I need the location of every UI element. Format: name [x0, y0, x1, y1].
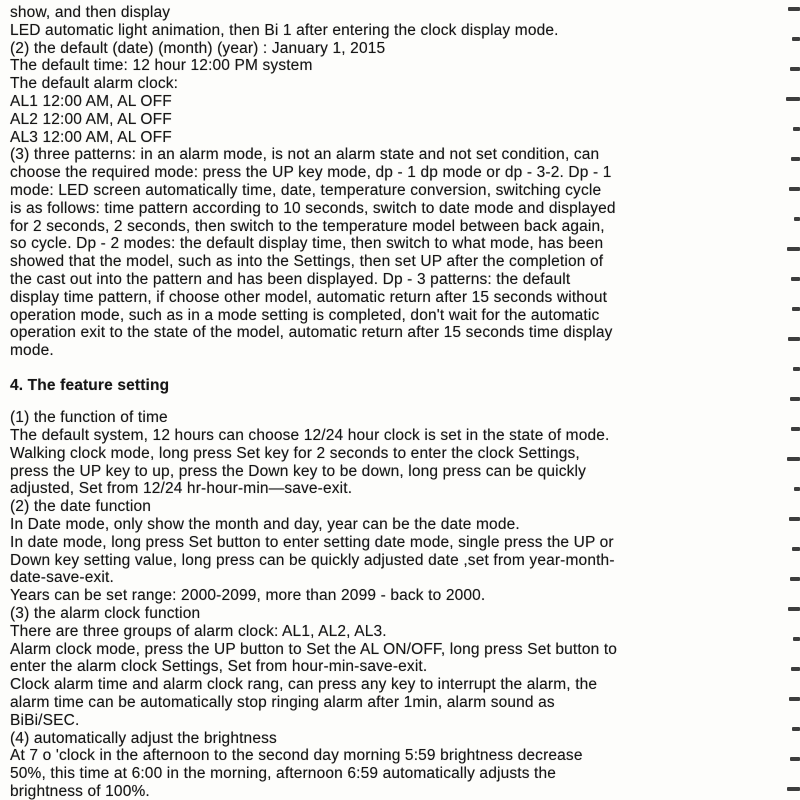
text-line: Years can be set range: 2000-2099, more than 2099 - back to 2000. [10, 587, 486, 605]
text-line: Alarm clock mode, press the UP button to Set the AL ON/OFF, long press Set button to [10, 640, 618, 658]
text-line: (4) automatically adjust the brightness [10, 729, 277, 747]
text-line: display time pattern, if choose other model, automatic return after 15 seconds without [10, 288, 608, 306]
text-line: operation exit to the state of the model, automatic return after 15 seconds time display [10, 324, 613, 342]
text-line: is as follows: time pattern according to 10 seconds, switch to date mode and displayed [10, 199, 616, 217]
paragraph-display-defaults [10, 4, 784, 360]
scan-edge-mark [792, 547, 800, 551]
text-line: alarm time can be automatically stop ringing alarm after 1min, alarm sound as [10, 693, 555, 711]
text-line: choose the required mode: press the UP key mode, dp - 1 dp mode or dp - 3-2. Dp - 1 [10, 164, 612, 182]
text-line: brightness of 100%. [10, 782, 150, 800]
scan-edge-mark [788, 337, 800, 341]
text-line: There are three groups of alarm clock: AL1, AL2, AL3. [10, 622, 387, 640]
scan-edge-mark [791, 667, 800, 671]
text-line: In date mode, long press Set button to enter setting date mode, single press the UP or [10, 533, 614, 551]
text-line: BiBi/SEC. [10, 711, 80, 729]
text-line: Down key setting value, long press can be quickly adjusted date ,set from year-month- [10, 551, 615, 569]
scan-edge-mark [792, 727, 800, 731]
scan-edge-mark [787, 247, 800, 251]
document-body [10, 4, 784, 800]
scan-edge-mark [790, 577, 800, 581]
text-line: In Date mode, only show the month and day, year can be the date mode. [10, 516, 520, 534]
text-line: 50%, this time at 6:00 in the morning, afternoon 6:59 automatically adjusts the [10, 765, 557, 783]
text-line: The default system, 12 hours can choose 12/24 hour clock is set in the state of mode. [10, 427, 610, 445]
text-line: press the UP key to up, press the Down key to be down, long press can be quickly [10, 462, 587, 480]
paragraph-feature-setting [10, 409, 784, 800]
scan-edge-mark [790, 397, 800, 401]
text-line: mode. [10, 342, 54, 360]
scan-edge-mark [791, 157, 800, 161]
scan-edge-mark [790, 67, 800, 71]
scan-edge-mark [793, 367, 800, 371]
text-line: (3) the alarm clock function [10, 605, 201, 622]
section-heading-feature-setting: 4. The feature setting [10, 377, 170, 395]
scan-edge-mark [792, 37, 800, 41]
scan-edge-mark [794, 487, 800, 491]
text-line: enter the alarm clock Settings, Set from hour-min-save-exit. [10, 658, 428, 676]
text-line: AL1 12:00 AM, AL OFF [10, 92, 172, 110]
scan-edge-mark [788, 607, 800, 611]
text-line: showed that the model, such as into the Settings, then set UP after the completion of [10, 253, 604, 271]
scan-edge-mark [790, 757, 800, 761]
scan-edge-mark [789, 697, 800, 701]
scan-edge-mark [786, 97, 800, 101]
text-line: the cast out into the pattern and has been displayed. Dp - 3 patterns: the default [10, 270, 571, 288]
text-line: AL2 12:00 AM, AL OFF [10, 110, 172, 128]
text-line: adjusted, Set from 12/24 hr-hour-min—save-exit. [10, 480, 353, 498]
text-line: so cycle. Dp - 2 modes: the default display time, then switch to what mode, has been [10, 235, 604, 253]
scan-edge-mark [789, 187, 800, 191]
scan-edge-mark [787, 787, 800, 791]
scan-edge-marks [782, 0, 800, 800]
text-line: (2) the date function [10, 498, 152, 516]
text-line: (2) the default (date) (month) (year) : January 1, 2015 [10, 39, 386, 57]
text-line: Walking clock mode, long press Set key for 2 seconds to enter the clock Settings, [10, 444, 580, 462]
text-line: (1) the function of time [10, 409, 168, 427]
text-line: mode: LED screen automatically time, date, temperature conversion, switching cycle [10, 181, 602, 199]
scan-edge-mark [792, 307, 800, 311]
scan-edge-mark [791, 277, 800, 281]
scan-edge-mark [789, 517, 800, 521]
text-line: LED automatic light animation, then Bi 1 after entering the clock display mode. [10, 21, 559, 39]
text-line: for 2 seconds, 2 seconds, then switch to the temperature model between back again, [10, 217, 605, 235]
text-line: At 7 o 'clock in the afternoon to the second day morning 5:59 brightness decrease [10, 747, 583, 765]
scan-edge-mark [793, 637, 800, 641]
scan-edge-mark [793, 127, 800, 131]
scan-edge-mark [791, 427, 800, 431]
text-line: The default alarm clock: [10, 75, 179, 93]
scan-edge-mark [788, 7, 800, 11]
text-line: (3) three patterns: in an alarm mode, is not an alarm state and not set condition, can [10, 146, 600, 164]
scan-edge-mark [787, 457, 800, 461]
text-line: date-save-exit. [10, 569, 114, 587]
text-line: Clock alarm time and alarm clock rang, can press any key to interrupt the alarm, the [10, 676, 598, 694]
text-line: AL3 12:00 AM, AL OFF [10, 128, 172, 146]
text-line: The default time: 12 hour 12:00 PM system [10, 57, 313, 75]
scan-edge-mark [794, 217, 800, 221]
text-line: show, and then display [10, 4, 171, 21]
text-line: operation mode, such as in a mode setting is completed, don't wait for the automatic [10, 306, 600, 324]
